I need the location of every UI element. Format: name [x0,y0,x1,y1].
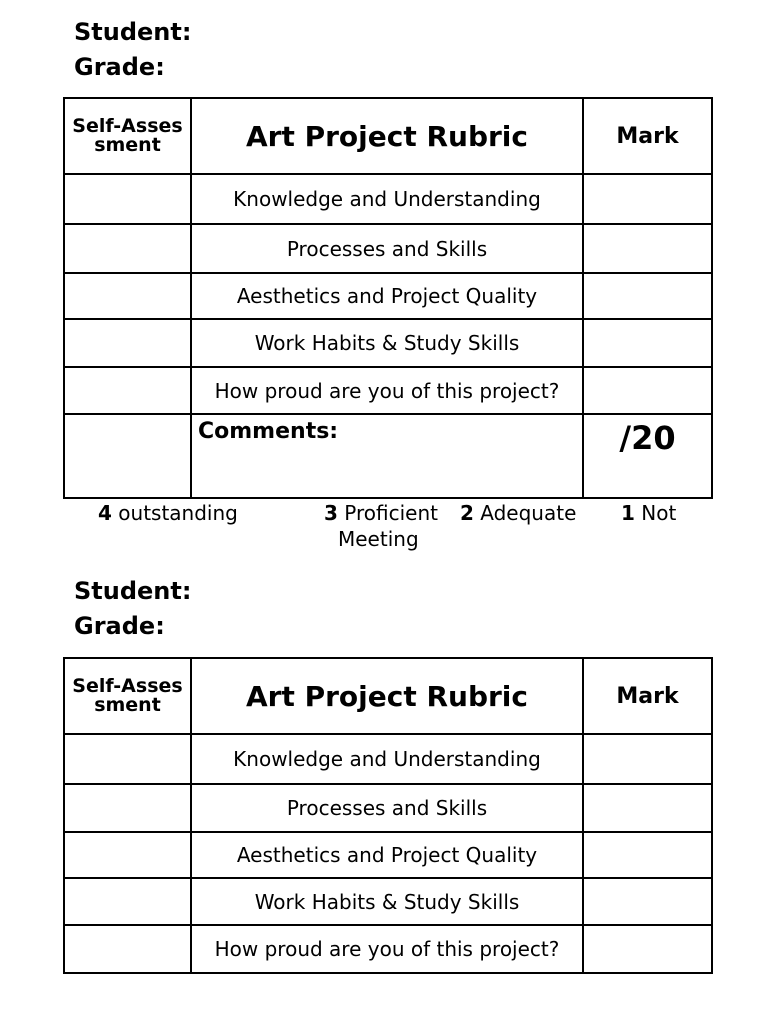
rubric-title: Art Project Rubric [191,98,583,174]
mark-cell[interactable] [583,273,712,319]
rubric-table [63,657,713,974]
criterion-label: Knowledge and Understanding [191,734,583,784]
self-score-cell[interactable] [64,832,191,878]
self-score-cell[interactable] [64,784,191,832]
self-score-cell[interactable] [64,414,191,498]
mark-cell[interactable] [583,224,712,273]
legend-text: Proficient [344,501,438,525]
self-score-cell[interactable] [64,367,191,414]
rubric-title: Art Project Rubric [191,658,583,734]
legend-item-1 [621,500,676,526]
grade-label: Grade: [74,53,165,81]
criterion-label: How proud are you of this project? [191,367,583,414]
self-score-cell[interactable] [64,319,191,367]
criterion-label: Processes and Skills [191,224,583,273]
legend-text: Not [641,501,677,525]
mark-cell[interactable] [583,319,712,367]
legend-continuation: Meeting [338,527,419,551]
legend-number: 4 [98,501,112,525]
criterion-label: Aesthetics and Project Quality [191,832,583,878]
mark-cell[interactable] [583,784,712,832]
student-label: Student: [74,18,192,46]
criterion-label: Work Habits & Study Skills [191,878,583,925]
student-label: Student: [74,577,192,605]
total-score: /20 [583,414,712,498]
self-score-cell[interactable] [64,174,191,224]
criterion-label: Processes and Skills [191,784,583,832]
self-score-cell[interactable] [64,224,191,273]
self-assessment-header: Self-Assessment [64,98,191,174]
criterion-label: Aesthetics and Project Quality [191,273,583,319]
rubric-table [63,97,713,499]
self-score-cell[interactable] [64,878,191,925]
legend-text: Adequate [480,501,577,525]
mark-header: Mark [583,98,712,174]
mark-cell[interactable] [583,367,712,414]
mark-cell[interactable] [583,832,712,878]
legend-number: 2 [460,501,474,525]
mark-cell[interactable] [583,734,712,784]
legend-item-3 [324,500,438,526]
legend-item-2 [460,500,576,526]
legend-number: 3 [324,501,338,525]
mark-cell[interactable] [583,925,712,973]
criterion-label: How proud are you of this project? [191,925,583,973]
criterion-label: Work Habits & Study Skills [191,319,583,367]
grade-label: Grade: [74,612,165,640]
mark-cell[interactable] [583,174,712,224]
self-score-cell[interactable] [64,925,191,973]
criterion-label: Knowledge and Understanding [191,174,583,224]
mark-header: Mark [583,658,712,734]
comments-label[interactable]: Comments: [191,414,583,498]
self-score-cell[interactable] [64,273,191,319]
legend-item-4 [98,500,238,526]
legend-text: outstanding [118,501,238,525]
legend-number: 1 [621,501,635,525]
self-assessment-header: Self-Assessment [64,658,191,734]
self-score-cell[interactable] [64,734,191,784]
mark-cell[interactable] [583,878,712,925]
